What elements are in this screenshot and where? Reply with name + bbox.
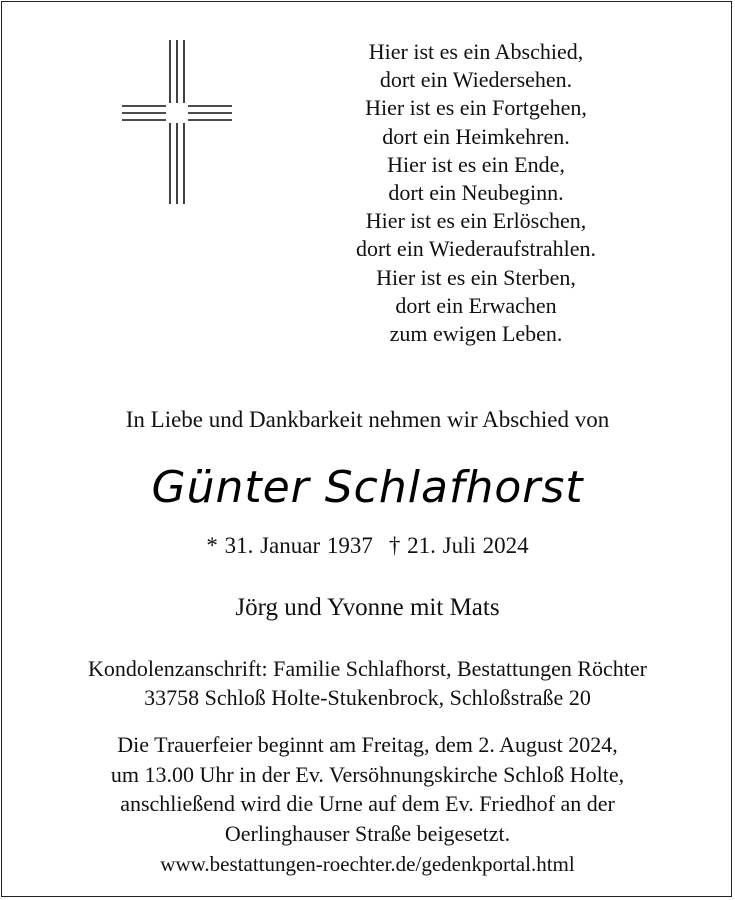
poem-line: Hier ist es ein Sterben, xyxy=(376,264,576,290)
ceremony-info xyxy=(0,730,735,848)
death-date: † 21. Juli 2024 xyxy=(388,533,529,558)
deceased-name: Günter Schlafhorst xyxy=(151,462,584,513)
poem-line: dort ein Neubeginn. xyxy=(388,180,564,206)
ceremony-line: um 13.00 Uhr in der Ev. Versöhnungskirche Schloß Holte, xyxy=(110,761,625,787)
poem xyxy=(300,38,652,348)
intro-text: In Liebe und Dankbarkeit nehmen wir Abschied von xyxy=(125,407,610,432)
birth-date: * 31. Januar 1937 xyxy=(206,533,373,558)
poem-line: zum ewigen Leben. xyxy=(389,321,563,347)
family-names: Jörg und Yvonne mit Mats xyxy=(235,594,500,621)
poem-line: Hier ist es ein Abschied, xyxy=(368,39,584,64)
condolence-address xyxy=(0,654,735,712)
website-link[interactable]: www.bestattungen-roechter.de/gedenkportal.html xyxy=(160,852,575,876)
poem-line: Hier ist es ein Ende, xyxy=(387,151,565,177)
poem-line: Hier ist es ein Fortgehen, xyxy=(365,95,587,121)
ceremony-line: anschließend wird die Urne auf dem Ev. Friedhof an der xyxy=(120,791,615,816)
poem-line: Hier ist es ein Erlöschen, xyxy=(365,208,587,234)
poem-line: dort ein Wiedersehen. xyxy=(379,67,573,93)
condolence-line: Kondolenzanschrift: Familie Schlafhorst, Bestattungen Röchter xyxy=(87,656,648,681)
ceremony-line: Oerlinghauser Straße beigesetzt. xyxy=(224,820,511,846)
poem-line: dort ein Heimkehren. xyxy=(382,123,570,149)
cross-icon xyxy=(118,40,236,204)
life-dates xyxy=(0,533,735,559)
ceremony-line: Die Trauerfeier beginnt am Freitag, dem 2. August 2024, xyxy=(117,732,618,757)
poem-line: dort ein Erwachen xyxy=(395,292,557,318)
poem-line: dort ein Wiederaufstrahlen. xyxy=(355,236,596,262)
condolence-line: 33758 Schloß Holte-Stukenbrock, Schloßstraße 20 xyxy=(144,685,591,710)
